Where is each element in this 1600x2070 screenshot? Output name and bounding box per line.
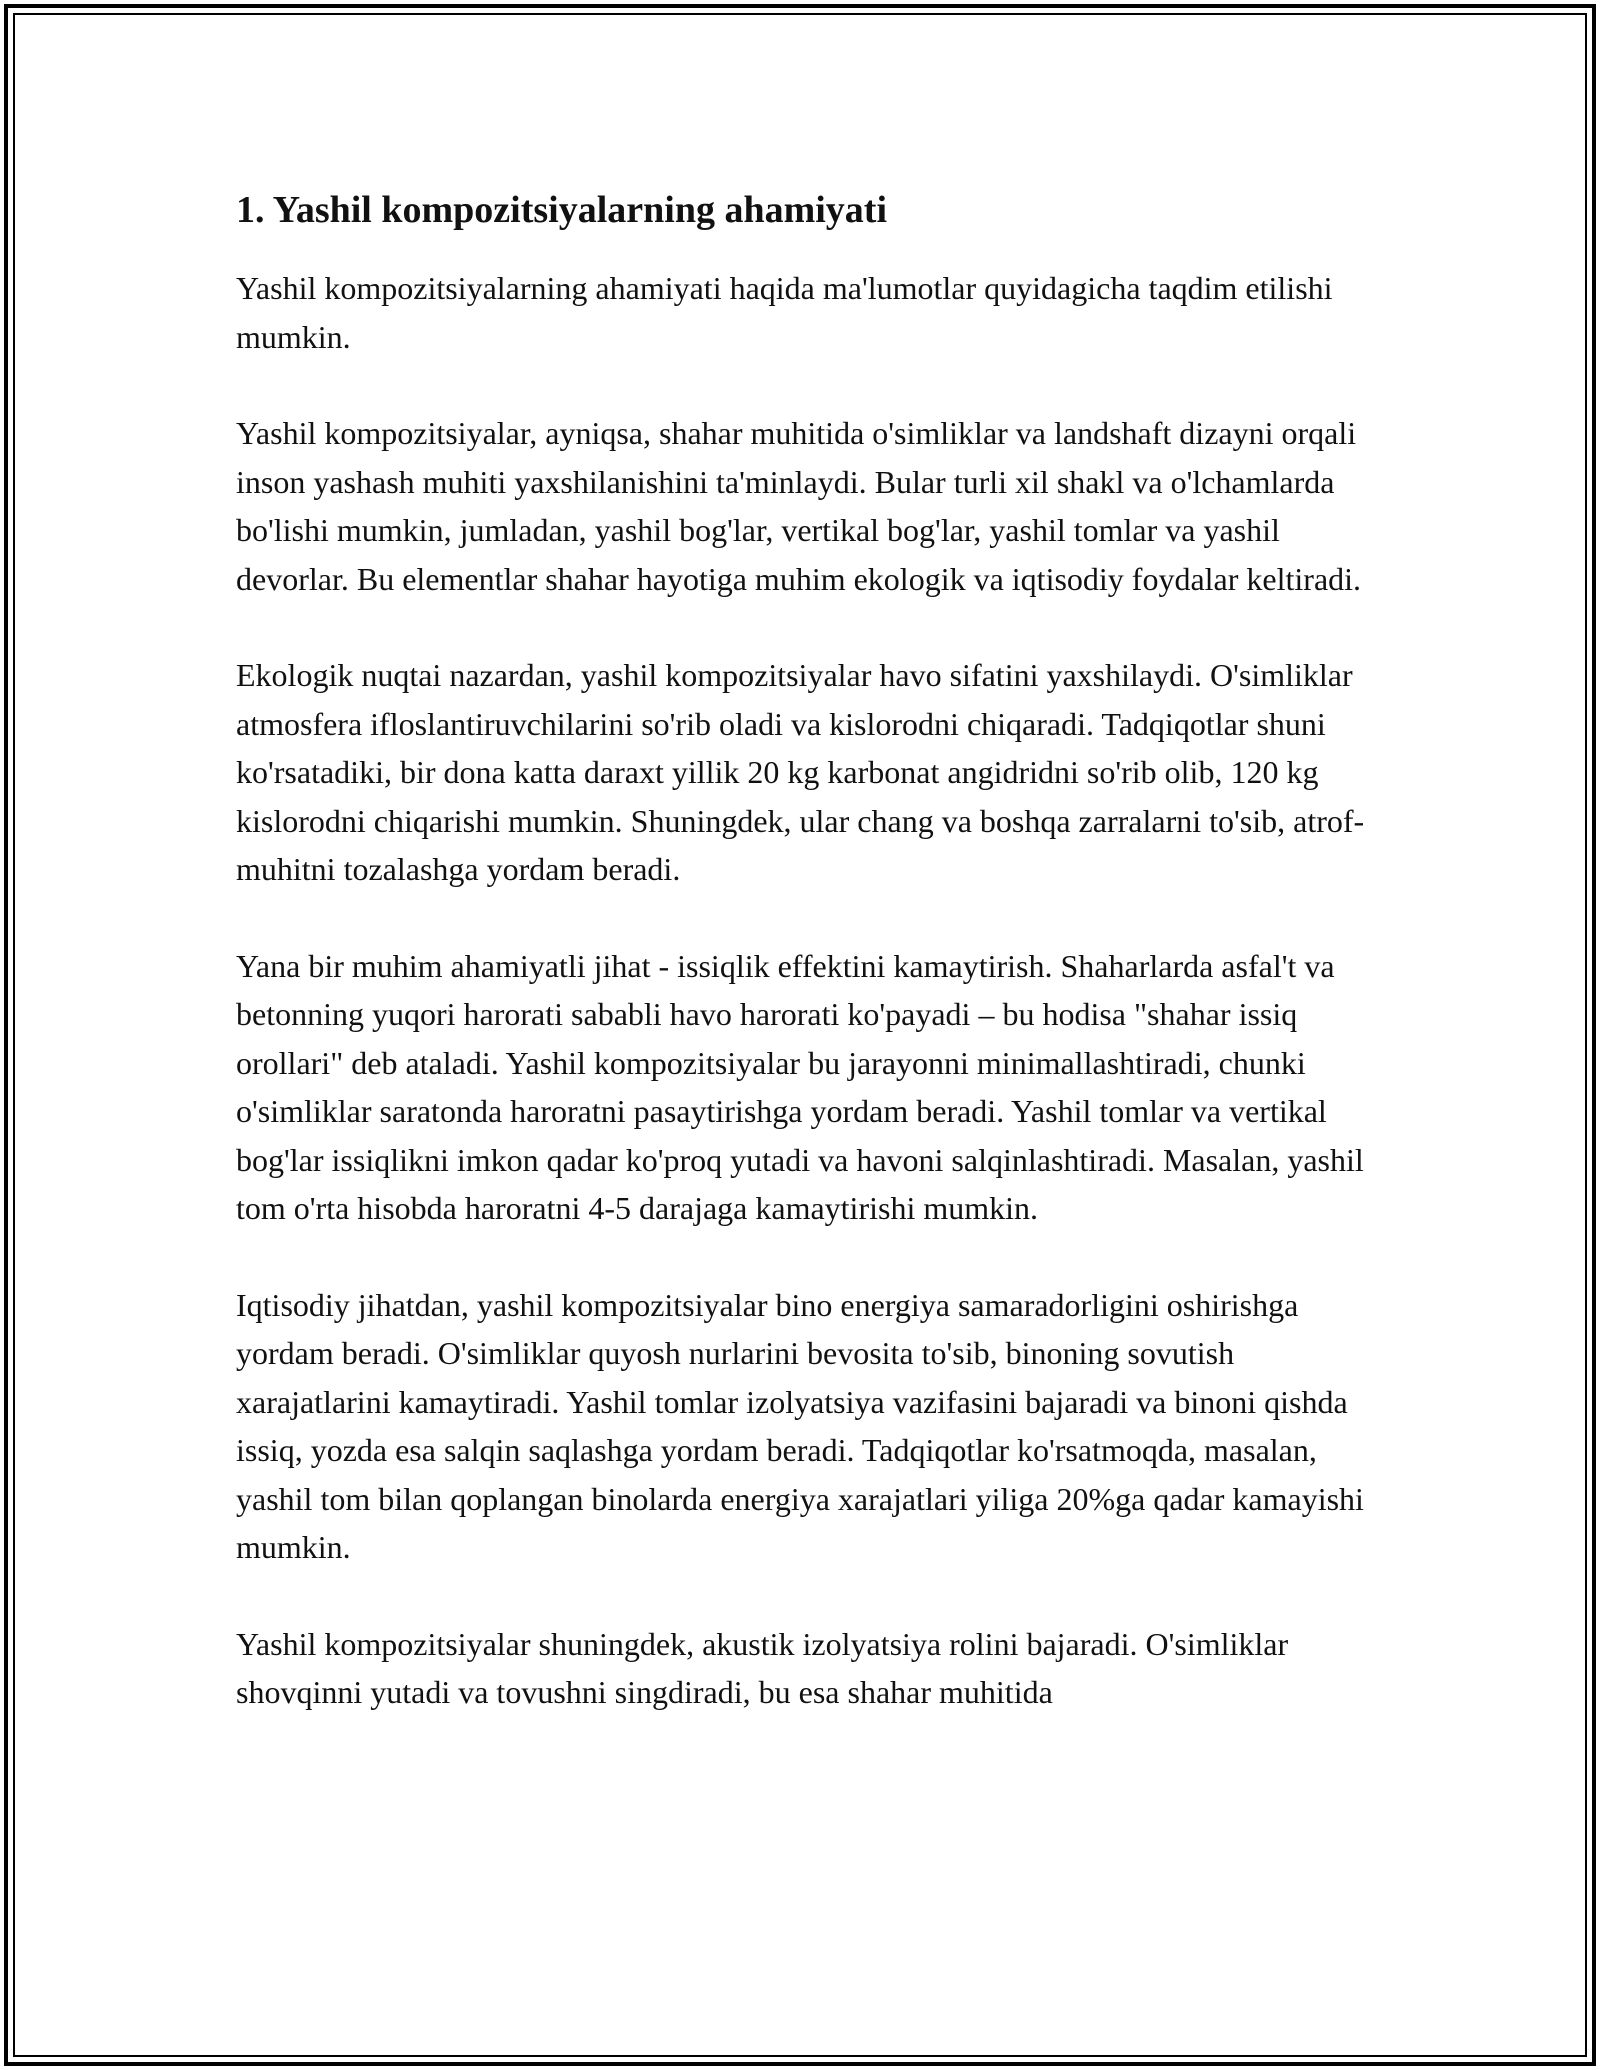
paragraph-intro: Yashil kompozitsiyalarning ahamiyati haqida ma'lumotlar quyidagicha taqdim etilishi mumkin. <box>236 270 1333 355</box>
section-heading: 1. Yashil kompozitsiyalarning ahamiyati <box>236 189 888 231</box>
paragraph-overview: Yashil kompozitsiyalar, ayniqsa, shahar muhitida o'simliklar va landshaft dizayni orqali inson yashash muhiti yaxshilanishini ta'minlaydi. Bular turli xil shakl va o'lchamlarda bo'lishi mumkin, jumladan, yashil bog'lar, vertikal bog'lar, yashil tomlar va yashil devorlar. Bu elementlar shahar hayotiga muhim ekologik va iqtisodiy foydalar keltiradi. <box>236 415 1362 597</box>
paragraph-heat-island: Yana bir muhim ahamiyatli jihat - issiqlik effektini kamaytirish. Shaharlarda asfal't va betonning yuqori harorati sababli havo harorati ko'payadi – bu hodisa "shahar issiq orollari" deb ataladi. Yashil kompozitsiyalar bu jarayonni minimallashtiradi, chunki o'simliklar saratonda haroratni pasaytirishga yordam beradi. Yashil tomlar va vertikal bog'lar issiqlikni imkon qadar ko'proq yutadi va havoni salqinlashtiradi. Masalan, yashil tom o'rta hisobda haroratni 4-5 darajaga kamaytirishi mumkin. <box>236 947 1364 1226</box>
paragraph-ecological: Ekologik nuqtai nazardan, yashil kompozitsiyalar havo sifatini yaxshilaydi. O'simliklar atmosfera ifloslantiruvchilarini so'rib oladi va kislorodni chiqaradi. Tadqiqotlar shuni ko'rsatadiki, bir dona katta daraxt yillik 20 kg karbonat angidridni so'rib olib, 120 kg kislorodni chiqarishi mumkin. Shuningdek, ular chang va boshqa zarralarni to'sib, atrof-muhitni tozalashga yordam beradi. <box>236 657 1365 887</box>
document-body <box>236 186 1376 1765</box>
paragraph-economic: Iqtisodiy jihatdan, yashil kompozitsiyalar bino energiya samaradorligini oshirishga yordam beradi. O'simliklar quyosh nurlarini bevosita to'sib, binoning sovutish xarajatlarini kamaytiradi. Yashil tomlar izolyatsiya vazifasini bajaradi va binoni qishda issiq, yozda esa salqin saqlashga yordam beradi. Tadqiqotlar ko'rsatmoqda, masalan, yashil tom bilan qoplangan binolarda energiya xarajatlari yiliga 20%ga qadar kamayishi mumkin. <box>236 1286 1364 1565</box>
paragraph-acoustic: Yashil kompozitsiyalar shuningdek, akustik izolyatsiya rolini bajaradi. O'simliklar shovqinni yutadi va tovushni singdiradi, bu esa shahar muhitida <box>236 1625 1289 1710</box>
